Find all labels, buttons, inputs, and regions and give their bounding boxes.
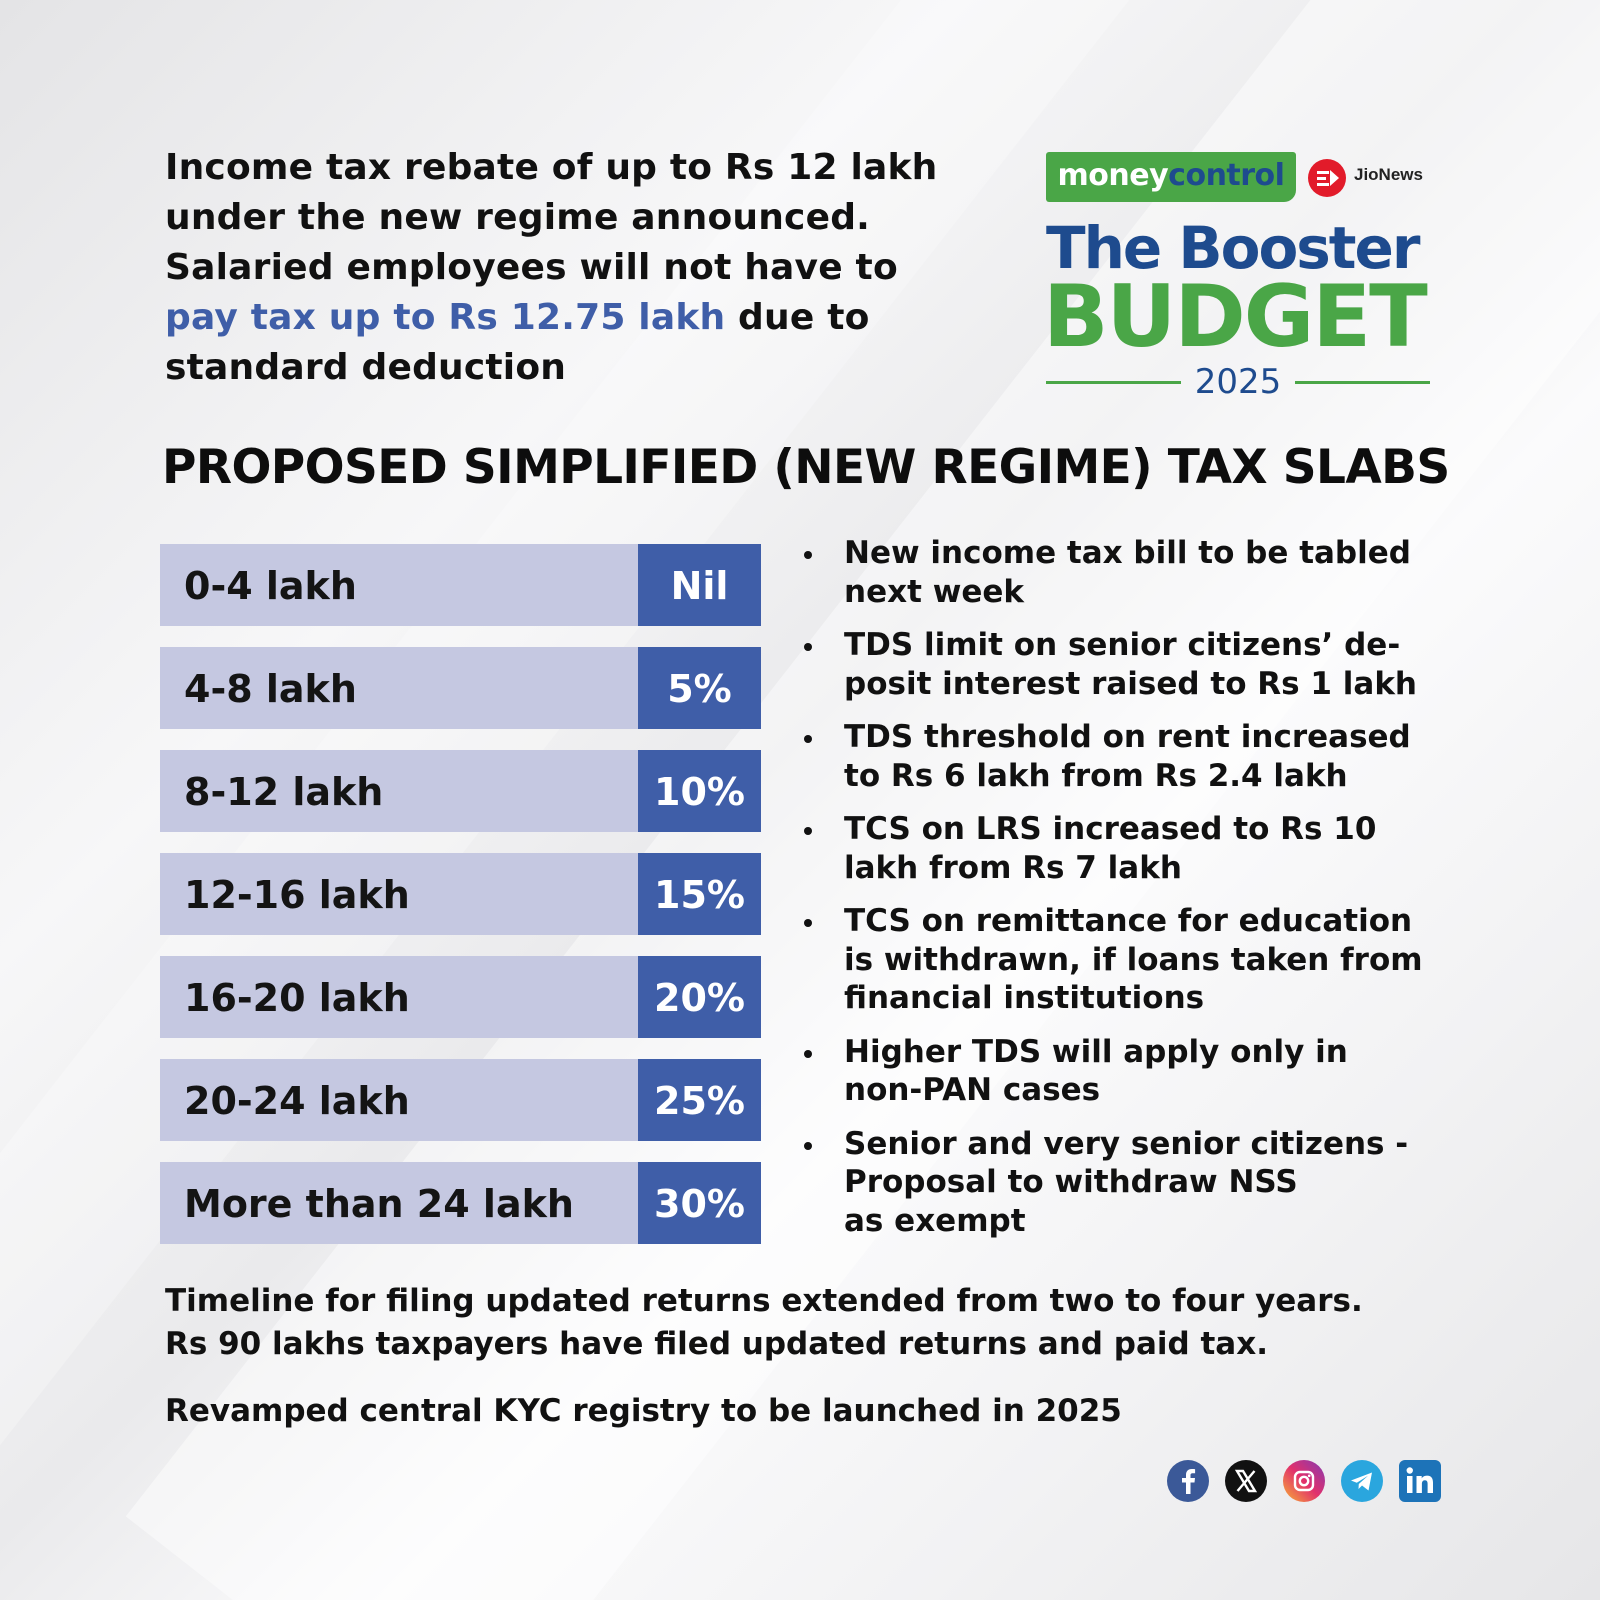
x-icon[interactable] (1225, 1460, 1267, 1502)
timeline-line: Rs 90 lakhs taxpayers have filed updated returns and paid tax. (165, 1326, 1268, 1362)
list-item (800, 1033, 1450, 1110)
list-item-text: Senior and very senior citizens - Proposal to withdraw NSS as exempt (844, 1125, 1409, 1239)
budget-word: BUDGET (1043, 267, 1426, 367)
list-item-text: New income tax bill to be tabled next week (844, 535, 1411, 610)
slab-range: 8-12 lakh (160, 750, 638, 832)
bullet-icon (804, 1142, 812, 1150)
slab-row (160, 544, 761, 626)
moneycontrol-logo (1046, 152, 1296, 202)
slab-rate: 25% (638, 1059, 761, 1141)
bullet-icon (804, 735, 812, 743)
slab-row (160, 956, 761, 1038)
booster-title: The Booster (1046, 214, 1419, 282)
list-item (800, 1125, 1450, 1241)
telegram-icon[interactable] (1341, 1460, 1383, 1502)
intro-line-rest: due to (725, 297, 870, 338)
list-item-text: TCS on remittance for education is withdrawn, if loans taken from financial institutions (844, 903, 1423, 1016)
list-item-text: TCS on LRS increased to Rs 10 lakh from Rs 7 lakh (844, 811, 1377, 886)
list-item (800, 810, 1450, 887)
intro-text (165, 143, 965, 393)
linkedin-icon[interactable] (1399, 1460, 1441, 1502)
tax-slab-table (160, 544, 761, 1265)
slab-row (160, 1162, 761, 1244)
slab-rate: 5% (638, 647, 761, 729)
slab-range: 4-8 lakh (160, 647, 638, 729)
budget-year: 2025 (1194, 362, 1282, 402)
list-item (800, 626, 1450, 703)
list-item-text: Higher TDS will apply only in non-PAN cases (844, 1033, 1348, 1108)
list-item (800, 902, 1450, 1018)
announcement-list (800, 534, 1450, 1255)
list-item (800, 534, 1450, 611)
slab-rate: 30% (638, 1162, 761, 1244)
slab-rate: 10% (638, 750, 761, 832)
bullet-icon (804, 919, 812, 927)
slab-rate: 15% (638, 853, 761, 935)
slab-rate: Nil (638, 544, 761, 626)
list-item-text: TDS limit on senior citizens’ de- posit interest raised to Rs 1 lakh (844, 627, 1418, 702)
bullet-icon (804, 1050, 812, 1058)
bullet-icon (804, 551, 812, 559)
year-row (1046, 364, 1430, 400)
intro-line (165, 293, 965, 343)
intro-line: Income tax rebate of up to Rs 12 lakh (165, 147, 938, 188)
slab-range: 12-16 lakh (160, 853, 638, 935)
facebook-icon[interactable] (1167, 1460, 1209, 1502)
section-heading: PROPOSED SIMPLIFIED (NEW REGIME) TAX SLABS (162, 440, 1450, 495)
intro-highlight: pay tax up to Rs 12.75 lakh (165, 297, 726, 338)
moneycontrol-part2: control (1168, 158, 1285, 193)
bullet-icon (804, 827, 812, 835)
kyc-note: Revamped central KYC registry to be launched in 2025 (165, 1393, 1122, 1429)
intro-line: under the new regime announced. (165, 197, 871, 238)
list-item-text: TDS threshold on rent increased to Rs 6 lakh from Rs 2.4 lakh (844, 719, 1411, 794)
timeline-line: Timeline for filing updated returns extended from two to four years. (165, 1283, 1363, 1319)
slab-row (160, 1059, 761, 1141)
slab-range: 0-4 lakh (160, 544, 638, 626)
budget-logo (1043, 152, 1436, 402)
slab-rate: 20% (638, 956, 761, 1038)
intro-line: standard deduction (165, 347, 567, 388)
jionews-icon (1308, 159, 1346, 197)
bullet-icon (804, 643, 812, 651)
slab-row (160, 853, 761, 935)
timeline-note (165, 1280, 1465, 1366)
intro-line: Salaried employees will not have to (165, 247, 898, 288)
slab-row (160, 750, 761, 832)
slab-row (160, 647, 761, 729)
slab-range: 16-20 lakh (160, 956, 638, 1038)
slab-range: 20-24 lakh (160, 1059, 638, 1141)
instagram-icon[interactable] (1283, 1460, 1325, 1502)
slab-range: More than 24 lakh (160, 1162, 638, 1244)
list-item (800, 718, 1450, 795)
jionews-label: JioNews (1354, 165, 1423, 184)
moneycontrol-part1: money (1057, 158, 1169, 193)
